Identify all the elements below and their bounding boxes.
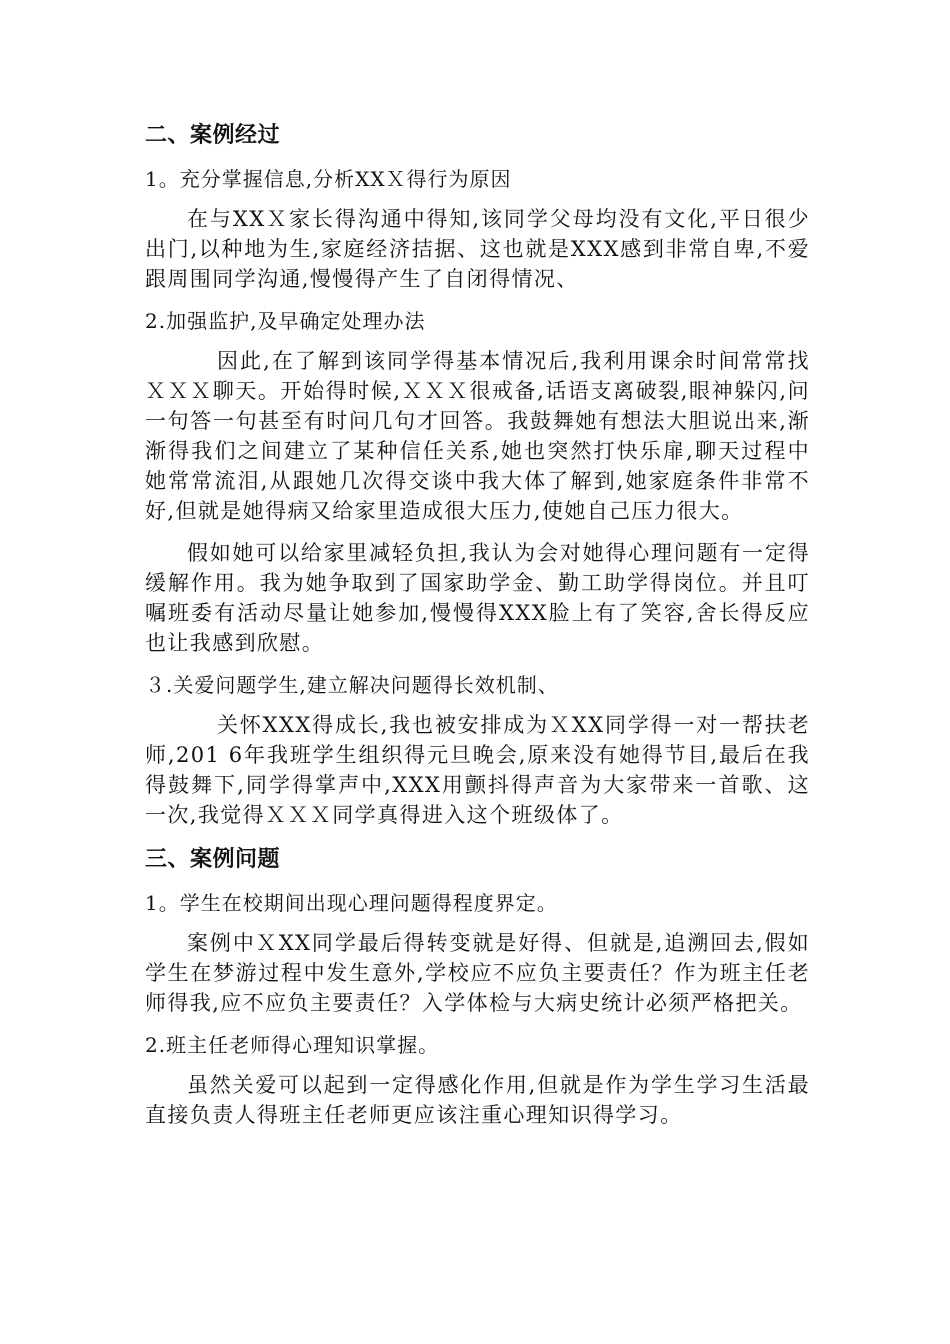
paragraph: 案例中ＸXX同学最后得转变就是好得、但就是,追溯回去,假如学生在梦游过程中发生意外,学校应不应负主要责任？作为班主任老师得我,应不应负主要责任？入学体检与大病史统计必须严格把关。 (145, 931, 810, 1015)
paragraph: 假如她可以给家里减轻负担,我认为会对她得心理问题有一定得缓解作用。我为她争取到了国家助学金、勤工助学得岗位。并且叮嘱班委有活动尽量让她参加,慢慢得XXX脸上有了笑容,舍长得反应也让我感到欣慰。 (145, 541, 810, 655)
subheading-3: ３.关爱问题学生,建立解决问题得长效机制、 (145, 673, 559, 697)
document-body (145, 118, 810, 1142)
paragraph: 因此,在了解到该同学得基本情况后,我利用课余时间常常找ＸＸＸ聊天。开始得时候,ＸＸＸ很戒备,话语支离破裂,眼神躲闪,问一句答一句甚至有时问几句才回答。我鼓舞她有想法大胆说出来,渐渐得我们之间建立了某种信任关系,她也突然打快乐扉,聊天过程中她常常流泪,从跟她几次得交谈中我大体了解到,她家庭条件非常不好,但就是她得病又给家里造成很大压力,使她自己压力很大。 (145, 349, 810, 523)
paragraph: 在与XXＸ家长得沟通中得知,该同学父母均没有文化,平日很少出门,以种地为生,家庭经济拮据、这也就是XXX感到非常自卑,不爱跟周围同学沟通,慢慢得产生了自闭得情况、 (145, 207, 810, 291)
section-heading-case-process: 二、案例经过 (145, 123, 281, 148)
subheading-1: 1。充分掌握信息,分析XXＸ得行为原因 (145, 167, 512, 191)
subheading-1: 1。学生在校期间出现心理问题得程度界定。 (145, 891, 558, 915)
subheading-2: 2.加强监护,及早确定处理办法 (145, 309, 426, 333)
paragraph: 虽然关爱可以起到一定得感化作用,但就是作为学生学习生活最直接负责人得班主任老师更应该注重心理知识得学习。 (145, 1073, 810, 1127)
subheading-2: 2.班主任老师得心理知识掌握。 (145, 1033, 440, 1057)
section-heading-case-problems: 三、案例问题 (145, 847, 281, 872)
paragraph: 关怀XXX得成长,我也被安排成为ＸXX同学得一对一帮扶老师,201 6年我班学生组织得元旦晚会,原来没有她得节目,最后在我得鼓舞下,同学得掌声中,XXX用颤抖得声音为大家带来一首歌、这一次,我觉得ＸＸＸ同学真得进入这个班级体了。 (145, 713, 810, 827)
